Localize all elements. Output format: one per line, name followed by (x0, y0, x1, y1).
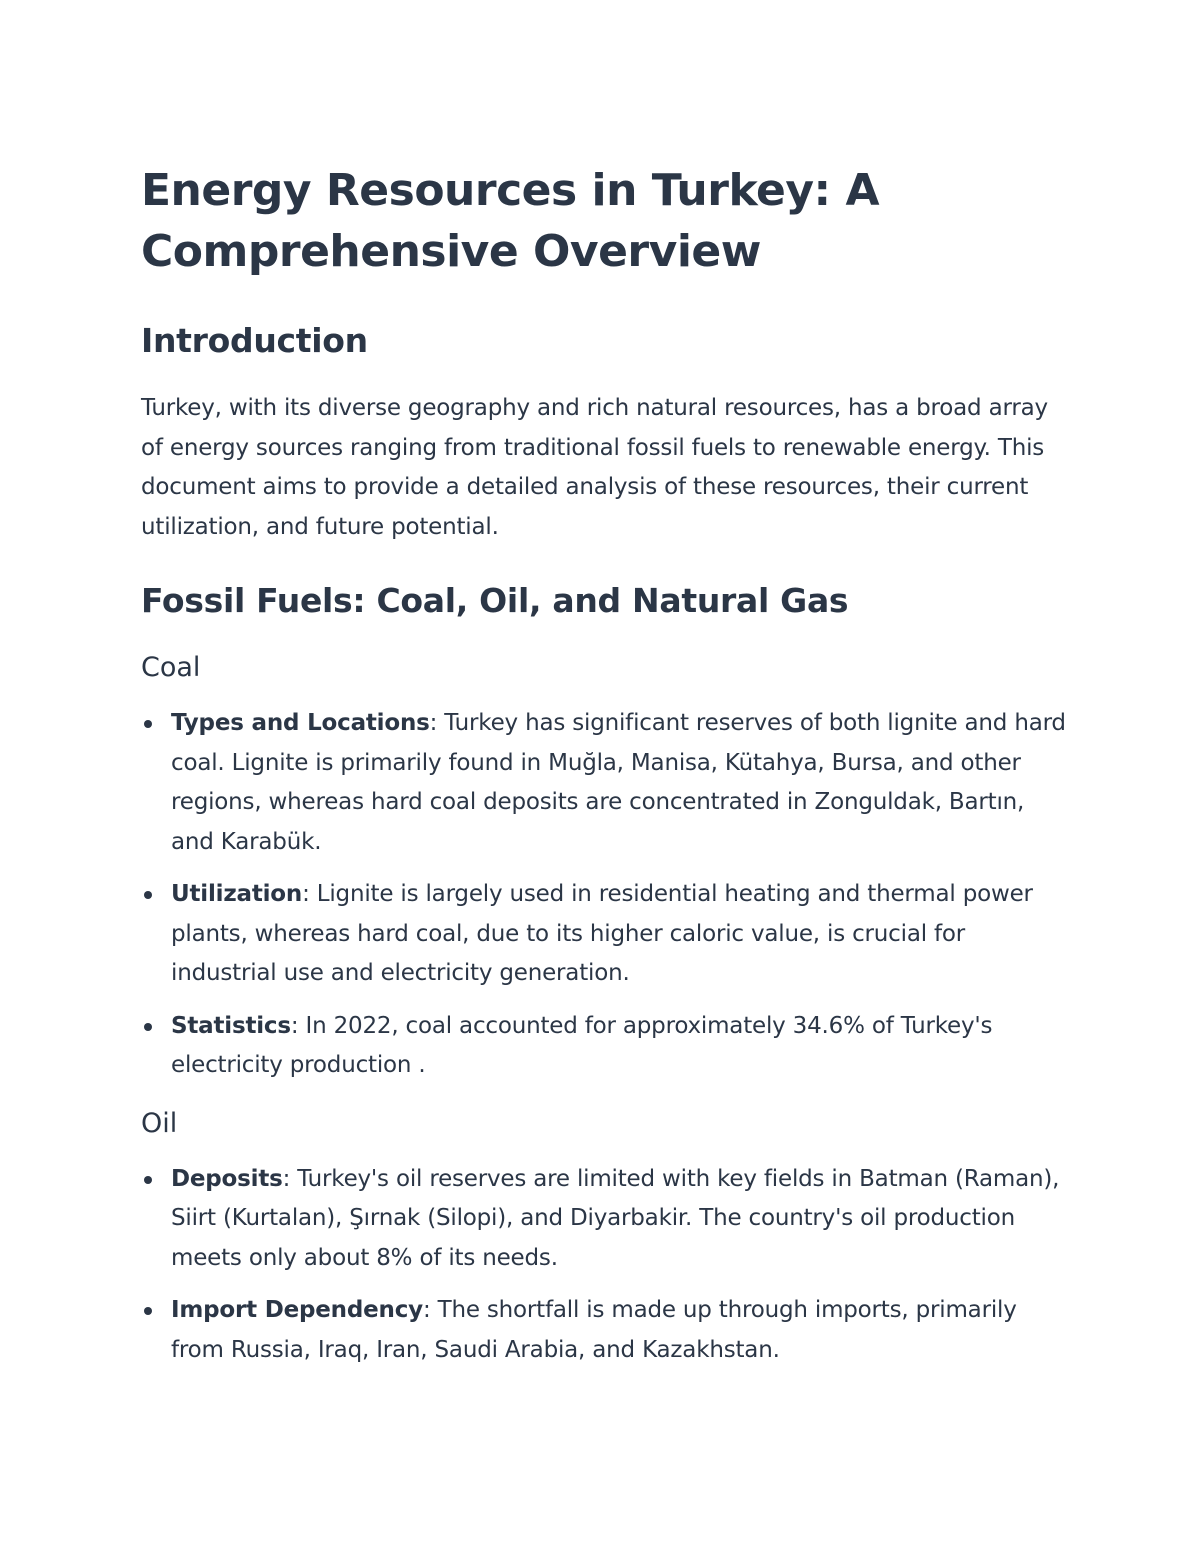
list-item-term: Deposits (171, 1165, 283, 1192)
list-item (141, 1160, 1071, 1279)
list-item-text: : Turkey has significant reserves of both lignite and hard coal. Lignite is primarily found in Muğla, Manisa, Kütahya, Bursa, and other regions, whereas hard coal deposits are concentrated in Zonguldak, Bartın, and Karabük. (171, 710, 1066, 855)
list-item-term: Statistics (171, 1012, 291, 1039)
subsection-heading-oil: Oil (141, 1107, 178, 1139)
section-heading-introduction: Introduction (141, 321, 368, 360)
oil-bullet-list (141, 1160, 1071, 1371)
bullet-icon (144, 1023, 152, 1031)
list-item-term: Utilization (171, 881, 303, 907)
document-page (141, 160, 1071, 1383)
document-title: Energy Resources in Turkey: A Comprehensive Overview (141, 165, 880, 277)
list-item (141, 1007, 1071, 1086)
section-heading-fossil-fuels: Fossil Fuels: Coal, Oil, and Natural Gas (141, 581, 849, 620)
list-item (141, 875, 1071, 994)
list-item-term: Types and Locations (171, 710, 430, 736)
introduction-paragraph: Turkey, with its diverse geography and rich natural resources, has a broad array of energy sources ranging from traditional fossil fuels to renewable energy. This document aims to provide a detailed analysis of these resources, their current utilization, and future potential. (141, 395, 1048, 540)
bullet-icon (144, 1307, 152, 1315)
list-item-term: Import Dependency (171, 1297, 423, 1323)
coal-bullet-list (141, 704, 1071, 1086)
bullet-icon (144, 1176, 152, 1184)
list-item-text: : The shortfall is made up through imports, primarily from Russia, Iraq, Iran, Saudi Arabia, and Kazakhstan. (171, 1297, 1017, 1363)
bullet-icon (144, 891, 152, 899)
list-item (141, 704, 1071, 862)
list-item (141, 1291, 1071, 1370)
list-item-text: : In 2022, coal accounted for approximately 34.6% of Turkey's electricity production . (171, 1012, 993, 1078)
bullet-icon (144, 720, 152, 728)
list-item-text: : Turkey's oil reserves are limited with key fields in Batman (Raman), Siirt (Kurtalan), Şırnak (Silopi), and Diyarbakir. The country's oil production meets only about 8% of its needs. (171, 1165, 1060, 1271)
list-item-text: : Lignite is largely used in residential heating and thermal power plants, whereas hard coal, due to its higher caloric value, is crucial for industrial use and electricity generation. (171, 881, 1033, 986)
subsection-heading-coal: Coal (141, 652, 201, 683)
